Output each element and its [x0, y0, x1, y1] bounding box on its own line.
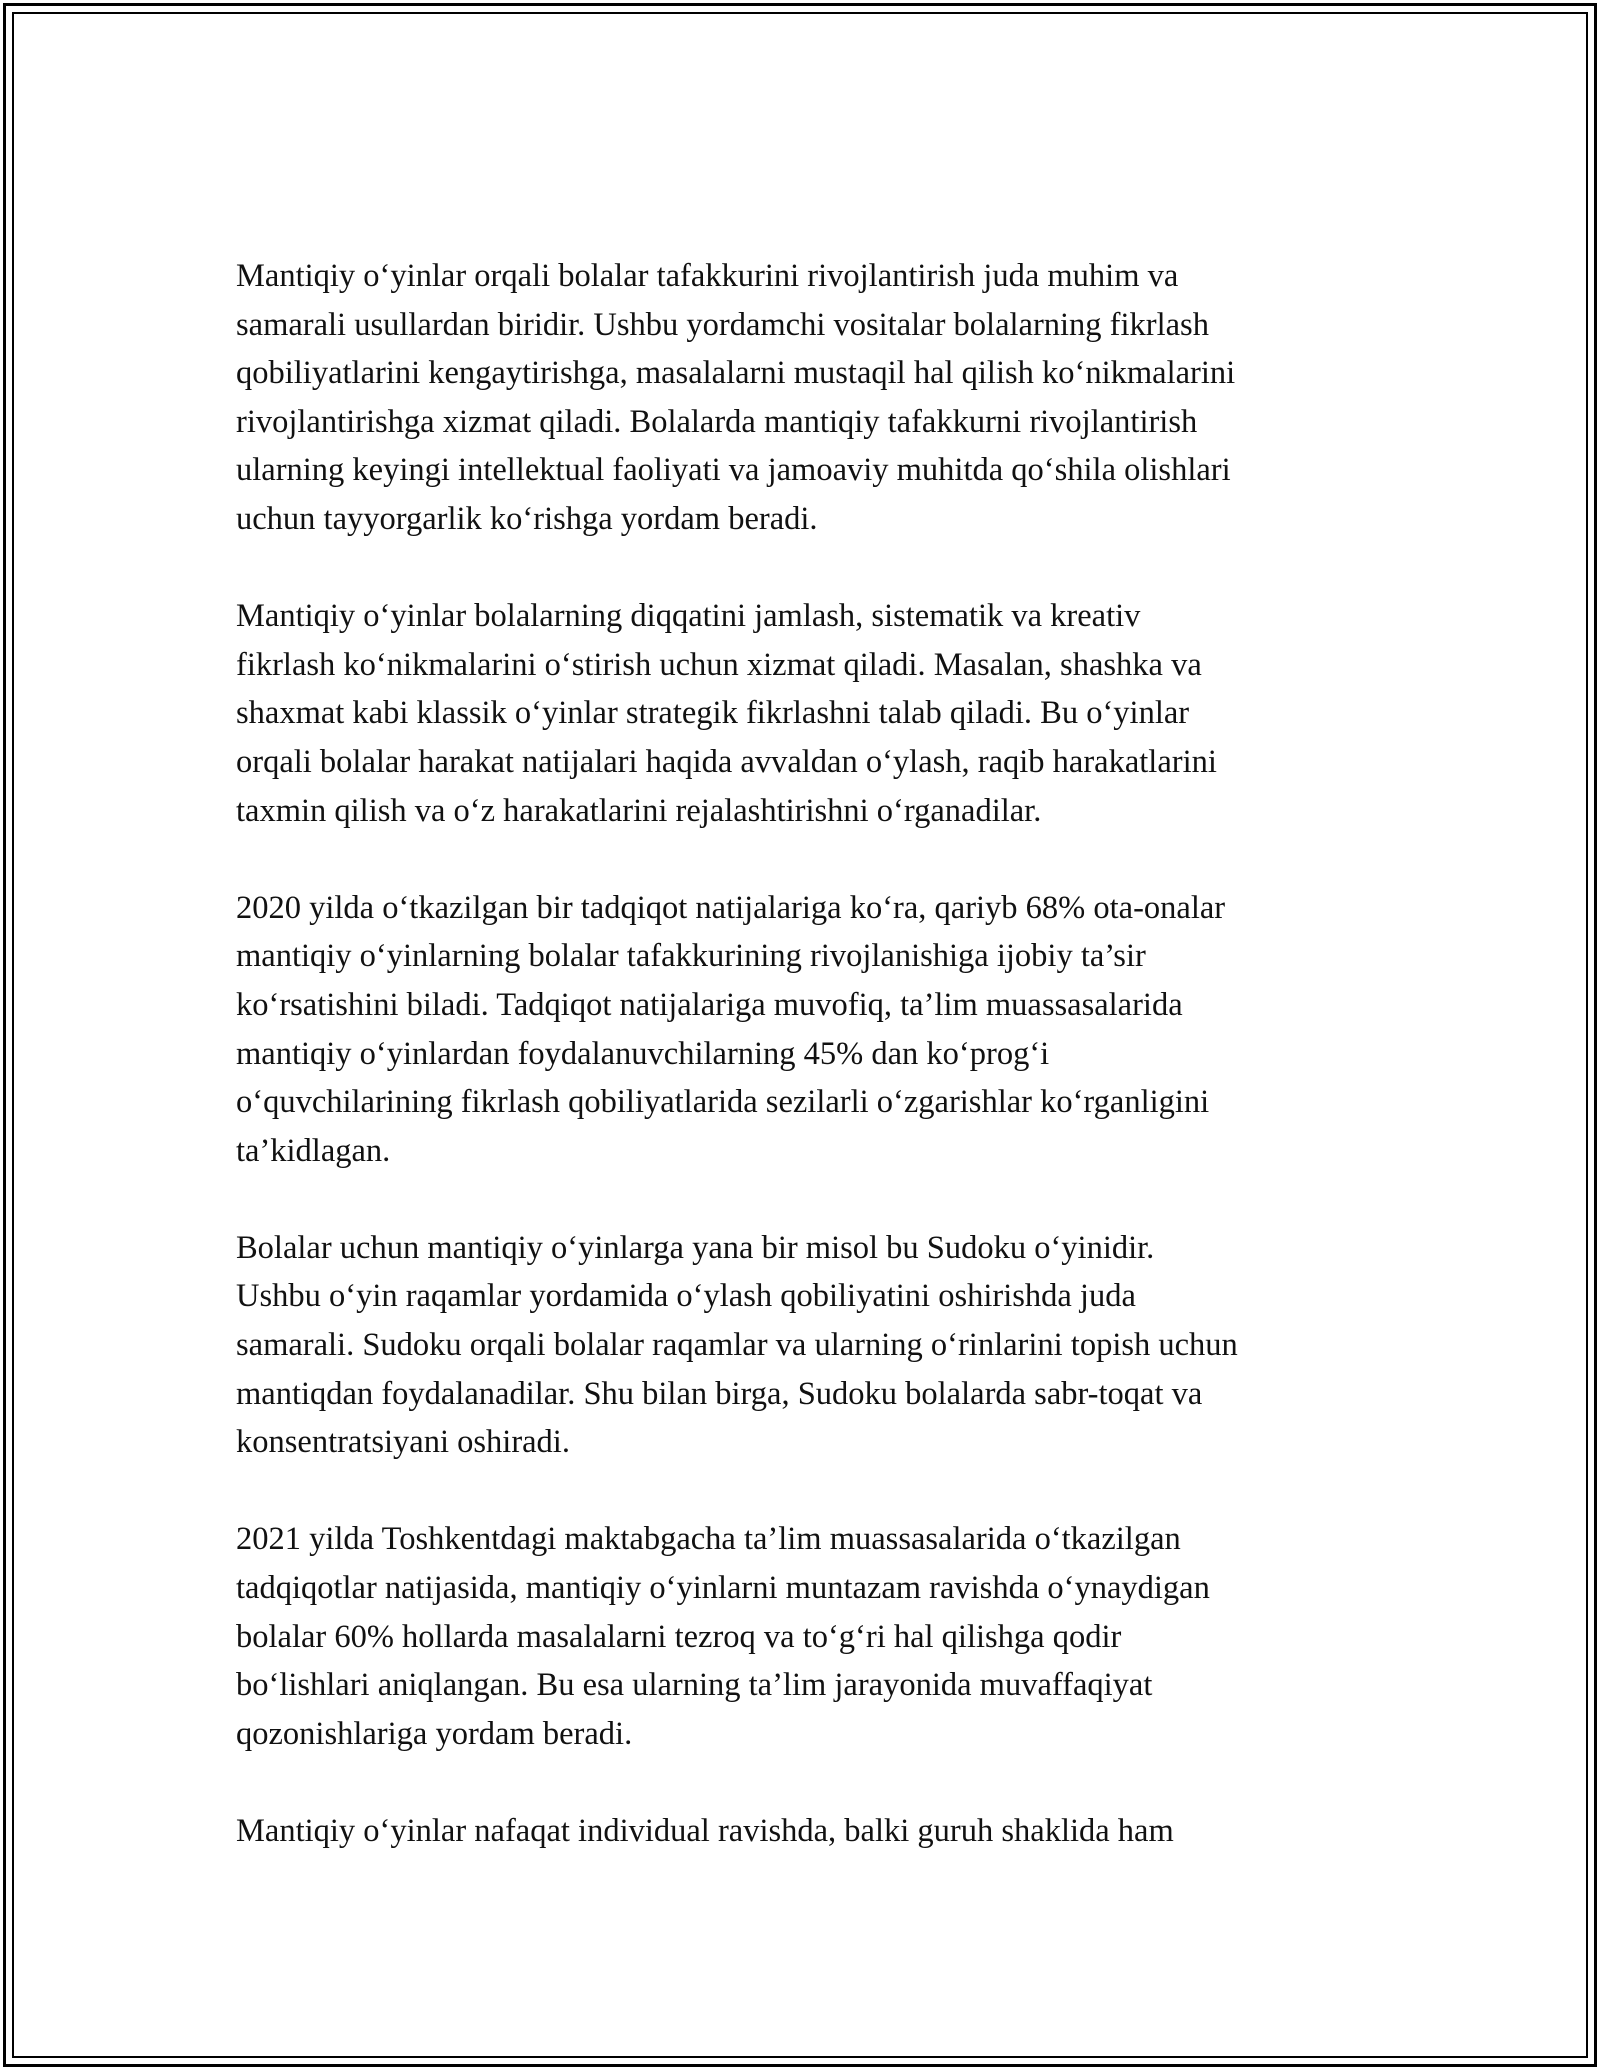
text-line: Ushbu o‘yin raqamlar yordamida o‘ylash qobiliyatini oshirishda juda: [236, 1278, 1136, 1315]
paragraph-3: [236, 884, 1376, 1176]
text-line: Mantiqiy o‘yinlar nafaqat individual ravishda, balki guruh shaklida ham: [236, 1813, 1174, 1849]
text-line: bolalar 60% hollarda masalalarni tezroq va to‘g‘ri hal qilishga qodir: [236, 1618, 1122, 1655]
text-line: mantiqiy o‘yinlardan foydalanuvchilarning 45% dan ko‘prog‘i: [236, 1035, 1050, 1072]
text-line: qobiliyatlarini kengaytirishga, masalalarni mustaqil hal qilish ko‘nikmalarini: [236, 355, 1236, 392]
text-line: konsentratsiyani oshiradi.: [236, 1424, 570, 1461]
text-line: ta’kidlagan.: [236, 1132, 391, 1169]
text-line: mantiqiy o‘yinlarning bolalar tafakkurining rivojlanishiga ijobiy ta’sir: [236, 938, 1146, 975]
document-body: [236, 252, 1376, 1904]
text-line: taxmin qilish va o‘z harakatlarini rejalashtirishni o‘rganadilar.: [236, 792, 1042, 829]
text-line: shaxmat kabi klassik o‘yinlar strategik fikrlashni talab qiladi. Bu o‘yinlar: [236, 695, 1190, 732]
text-line: Mantiqiy o‘yinlar orqali bolalar tafakkurini rivojlantirish juda muhim va: [236, 258, 1179, 294]
text-line: 2020 yilda o‘tkazilgan bir tadqiqot natijalariga ko‘ra, qariyb 68% ota-onalar: [236, 889, 1226, 926]
paragraph-6: [236, 1807, 1376, 1856]
text-line: mantiqdan foydalanadilar. Shu bilan birga, Sudoku bolalarda sabr-toqat va: [236, 1375, 1203, 1412]
text-line: qozonishlariga yordam beradi.: [236, 1715, 633, 1752]
text-line: ularning keyingi intellektual faoliyati va jamoaviy muhitda qo‘shila olishlari: [236, 452, 1231, 489]
text-line: ko‘rsatishini biladi. Tadqiqot natijalariga muvofiq, ta’lim muassasalarida: [236, 986, 1183, 1023]
text-line: rivojlantirishga xizmat qiladi. Bolalarda mantiqiy tafakkurni rivojlantirish: [236, 403, 1198, 440]
text-line: Bolalar uchun mantiqiy o‘yinlarga yana bir misol bu Sudoku o‘yinidir.: [236, 1229, 1155, 1266]
text-line: tadqiqotlar natijasida, mantiqiy o‘yinlarni muntazam ravishda o‘ynaydigan: [236, 1570, 1210, 1607]
paragraph-1: [236, 252, 1376, 544]
text-line: fikrlash ko‘nikmalarini o‘stirish uchun xizmat qiladi. Masalan, shashka va: [236, 646, 1202, 683]
text-line: uchun tayyorgarlik ko‘rishga yordam beradi.: [236, 500, 818, 537]
paragraph-4: [236, 1224, 1376, 1467]
paragraph-5: [236, 1515, 1376, 1758]
text-line: bo‘lishlari aniqlangan. Bu esa ularning ta’lim jarayonida muvaffaqiyat: [236, 1667, 1153, 1704]
paragraph-2: [236, 592, 1376, 835]
text-line: o‘quvchilarining fikrlash qobiliyatlarida sezilarli o‘zgarishlar ko‘rganligini: [236, 1084, 1210, 1121]
text-line: orqali bolalar harakat natijalari haqida avvaldan o‘ylash, raqib harakatlarini: [236, 743, 1217, 780]
text-line: samarali. Sudoku orqali bolalar raqamlar va ularning o‘rinlarini topish uchun: [236, 1327, 1238, 1364]
text-line: 2021 yilda Toshkentdagi maktabgacha ta’lim muassasalarida o‘tkazilgan: [236, 1521, 1181, 1558]
text-line: Mantiqiy o‘yinlar bolalarning diqqatini jamlash, sistematik va kreativ: [236, 598, 1141, 635]
text-line: samarali usullardan biridir. Ushbu yordamchi vositalar bolalarning fikrlash: [236, 306, 1209, 343]
